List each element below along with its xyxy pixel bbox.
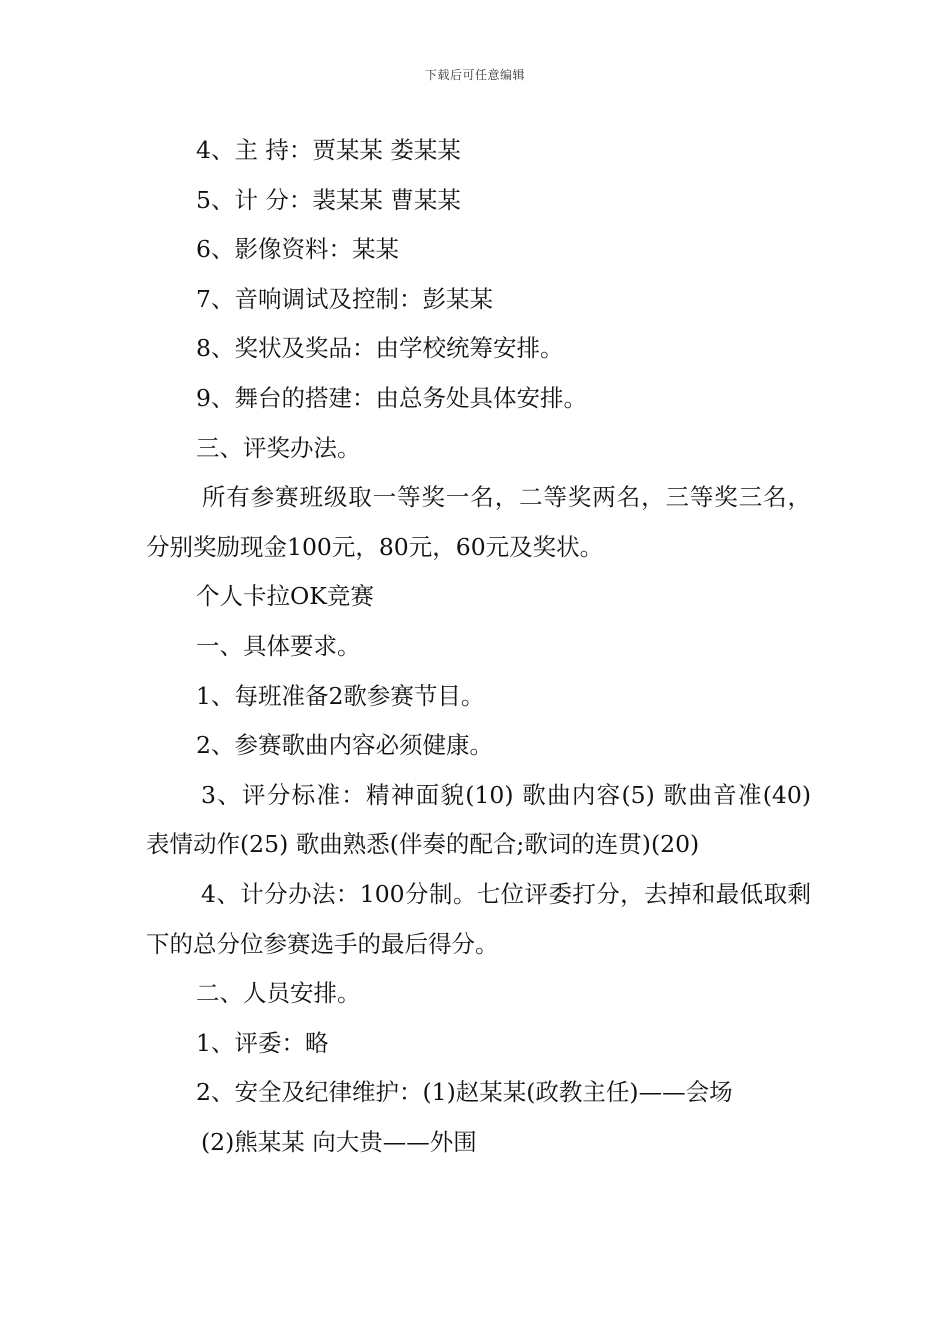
section-heading-karaoke: 个人卡拉OK竞赛 (196, 582, 374, 611)
document-body (146, 126, 811, 1167)
paragraph-scoring: 5、计 分：裴某某 曹某某 (196, 185, 461, 214)
paragraph-scoring-method: 4、计分办法：100分制。七位评委打分，去掉和最低取剩下的总分位参赛选手的最后得分。 (146, 879, 811, 958)
paragraph-award-details: 所有参赛班级取一等奖一名，二等奖两名，三等奖三名，分别奖励现金100元，80元，60元及奖状。 (146, 483, 811, 561)
paragraph-stage: 9、舞台的搭建：由总务处具体安排。 (196, 383, 587, 412)
paragraph-security-perimeter: (2)熊某某 向大贵——外围 (201, 1127, 477, 1156)
section-heading-award-method: 三、评奖办法。 (196, 433, 361, 462)
paragraph-video: 6、影像资料：某某 (196, 235, 399, 264)
paragraph-song-content: 2、参赛歌曲内容必须健康。 (196, 731, 493, 760)
page-header-note: 下载后可任意编辑 (424, 68, 525, 82)
paragraph-audio: 7、音响调试及控制：彭某某 (196, 284, 493, 313)
paragraph-awards: 8、奖状及奖品：由学校统筹安排。 (196, 334, 564, 363)
paragraph-songs-per-class: 1、每班准备2歌参赛节目。 (196, 681, 485, 710)
section-heading-requirements: 一、具体要求。 (196, 631, 361, 660)
paragraph-host: 4、主 持：贾某某 娄某某 (196, 136, 461, 164)
paragraph-security-venue: 2、安全及纪律维护：(1)赵某某(政教主任)——会场 (196, 1078, 733, 1107)
section-heading-staffing: 二、人员安排。 (196, 979, 361, 1008)
paragraph-scoring-criteria: 3、评分标准：精神面貌(10) 歌曲内容(5) 歌曲音准(40) 表情动作(25) 歌曲熟悉(伴奏的配合;歌词的连贯)(20) (146, 780, 811, 859)
paragraph-judges: 1、评委：略 (196, 1028, 329, 1057)
